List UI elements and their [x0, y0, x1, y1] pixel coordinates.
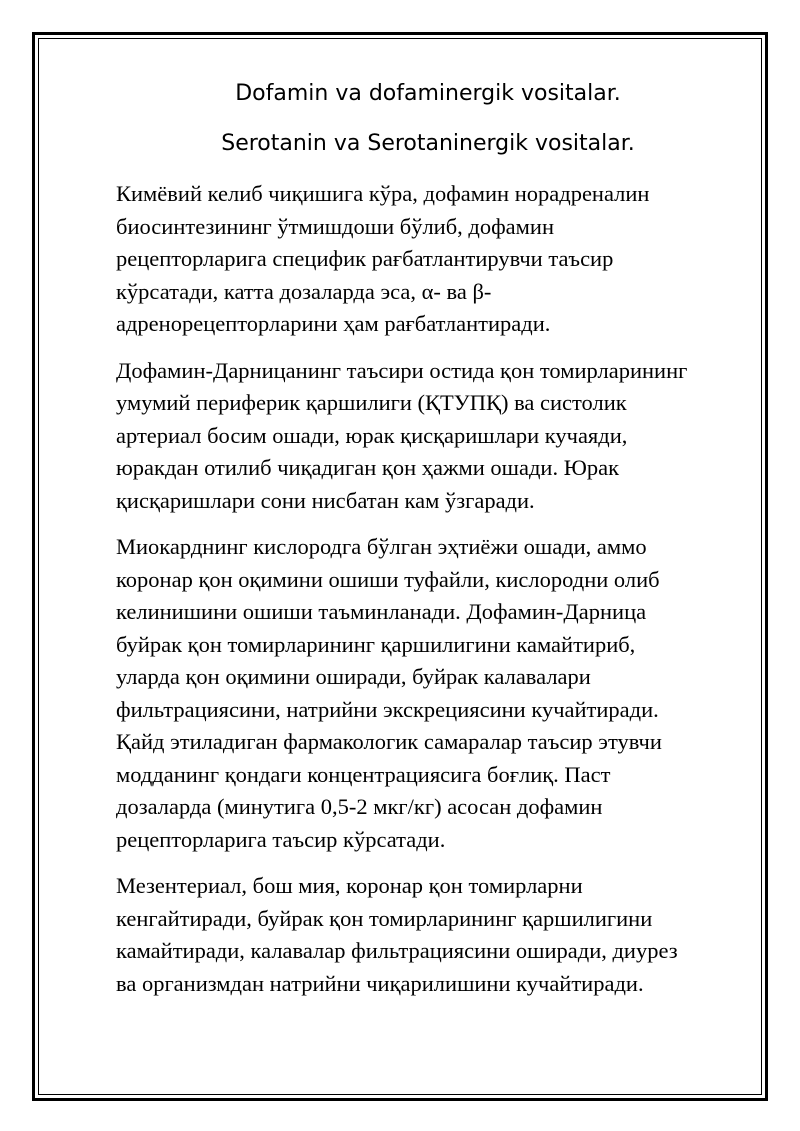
paragraph: Дофамин-Дарницанинг таъсири остида қон томирларининг умумий периферик қаршилиги (ҚТУПҚ) ва систолик артериал босим ошади, юрак қисқаришлари кучаяди, юракдан отилиб чиқадиган қон ҳажми ошади. Юрак қисқаришлари сони нисбатан кам ўзгаради.: [116, 357, 688, 513]
document-body: [116, 178, 740, 1014]
document-subtitle: Serotanin va Serotaninergik vositalar.: [221, 131, 635, 156]
paragraph: Кимёвий келиб чиқишига кўра, дофамин норадреналин биосинтезининг ўтмишдоши бўлиб, дофамин рецепторларига специфик рағбатлантирувчи таъсир кўрсатади, катта дозаларда эса, α- ва β- адренорецепторларини ҳам рағбатлантиради.: [116, 181, 650, 336]
document-title: Dofamin va dofaminergik vositalar.: [235, 81, 621, 106]
paragraph: Миокарднинг кислородга бўлган эҳтиёжи ошади, аммо коронар қон оқимини ошиши туфайли, кислородни олиб келинишини ошиши таъминланади. Дофамин-Дарница буйрак қон томирларининг қаршилигини камайтириб, уларда қон оқимини оширади, буйрак калавалари фильтрациясини, натрийни экскрециясини кучайтиради. Қайд этиладиган фармакологик самаралар таъсир этувчи модданинг қондаги концентрациясига боғлиқ. Паст дозаларда (минутига 0,5-2 мкг/кг) асосан дофамин рецепторларига таъсир кўрсатади.: [116, 534, 662, 852]
paragraph: Мезентериал, бош мия, коронар қон томирларни кенгайтиради, буйрак қон томирларининг қаршилигини камайтиради, калавалар фильтрациясини оширади, диурез ва организмдан натрийни чиқарилишини кучайтиради.: [116, 873, 678, 996]
